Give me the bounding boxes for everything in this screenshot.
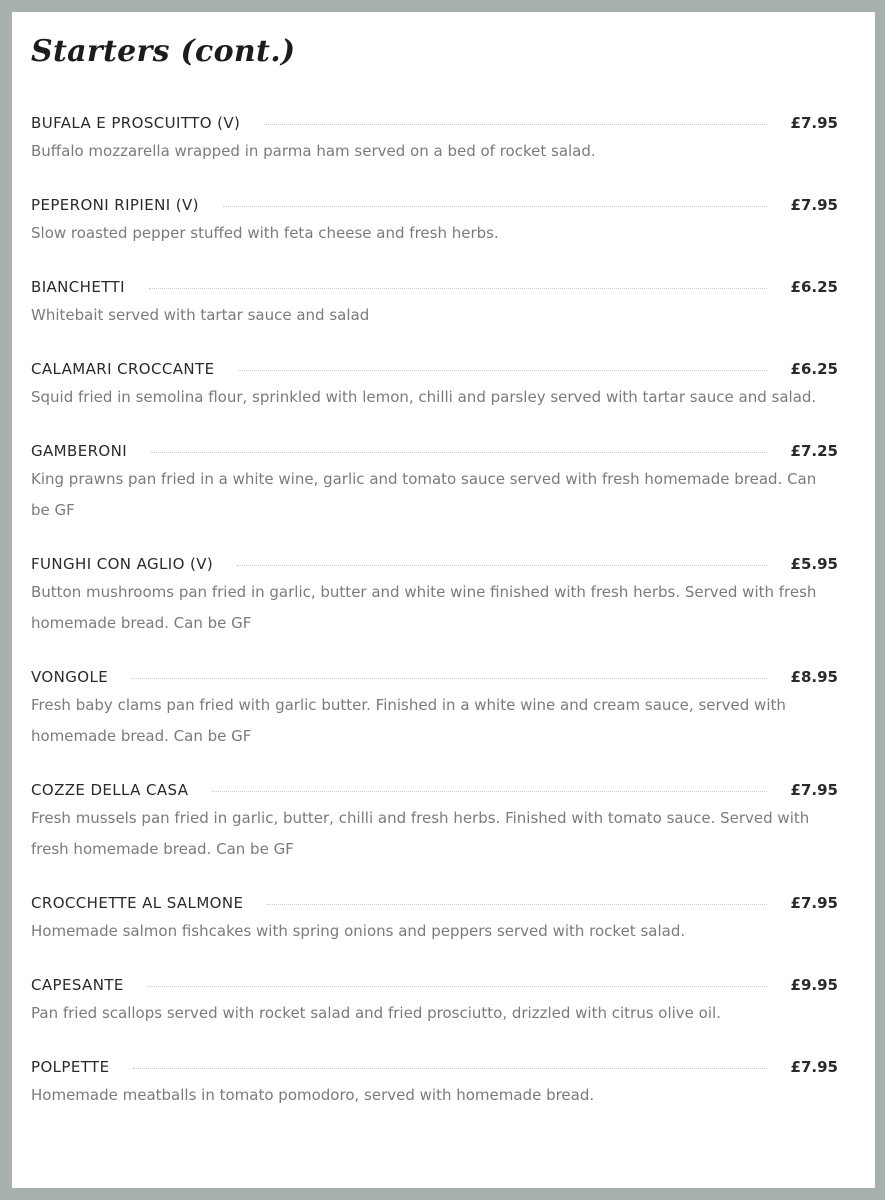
menu-item-description: Slow roasted pepper stuffed with feta cheese and fresh herbs. — [31, 224, 499, 242]
menu-item-name: BIANCHETTI — [31, 278, 125, 296]
menu-item-header — [31, 276, 838, 298]
menu-item — [31, 974, 838, 1029]
menu-item-price: £7.95 — [790, 114, 838, 132]
menu-item-description: Squid fried in semolina flour, sprinkled with lemon, chilli and parsley served with tartar sauce and salad. — [31, 388, 817, 406]
menu-item-header — [31, 440, 838, 462]
menu-item-name: VONGOLE — [31, 668, 109, 686]
menu-item-description: Fresh baby clams pan fried with garlic butter. Finished in a white wine and cream sauce, served with homemade bread. Can be GF — [31, 696, 786, 745]
menu-item-description: Homemade meatballs in tomato pomodoro, served with homemade bread. — [31, 1086, 595, 1104]
menu-item-header — [31, 194, 838, 216]
menu-item-name: PEPERONI RIPIENI (V) — [31, 196, 199, 214]
menu-item-description: Fresh mussels pan fried in garlic, butter, chilli and fresh herbs. Finished with tomato sauce. Served with fresh homemade bread. Can be GF — [31, 809, 810, 858]
menu-item-price: £5.95 — [790, 555, 838, 573]
dotted-leader — [223, 206, 767, 207]
menu-item-name: POLPETTE — [31, 1058, 110, 1076]
dotted-leader — [151, 452, 766, 453]
menu-item-price: £6.25 — [790, 278, 838, 296]
menu-item-header — [31, 112, 838, 134]
menu-item-price: £6.25 — [790, 360, 838, 378]
dotted-leader — [267, 904, 766, 905]
menu-item — [31, 892, 838, 947]
menu-item — [31, 358, 838, 413]
dotted-leader — [237, 565, 766, 566]
menu-item — [31, 666, 838, 752]
menu-item-name: CAPESANTE — [31, 976, 124, 994]
menu-item-description: Pan fried scallops served with rocket salad and fried prosciutto, drizzled with citrus olive oil. — [31, 1004, 721, 1022]
menu-item — [31, 779, 838, 865]
dotted-leader — [133, 1068, 766, 1069]
menu-card — [12, 12, 875, 1188]
menu-item-header — [31, 666, 838, 688]
menu-item-price: £7.95 — [790, 196, 838, 214]
dotted-leader — [149, 288, 767, 289]
menu-item-header — [31, 779, 838, 801]
menu-item-name: CALAMARI CROCCANTE — [31, 360, 215, 378]
menu-item — [31, 112, 838, 167]
menu-item-price: £7.95 — [790, 781, 838, 799]
menu-item-name: FUNGHI CON AGLIO (V) — [31, 555, 214, 573]
menu-item-price: £7.95 — [790, 894, 838, 912]
menu-item-header — [31, 553, 838, 575]
menu-item-header — [31, 974, 838, 996]
menu-item-price: £7.25 — [790, 442, 838, 460]
menu-list — [31, 112, 838, 1138]
menu-item-name: COZZE DELLA CASA — [31, 781, 189, 799]
menu-item-description: Buffalo mozzarella wrapped in parma ham served on a bed of rocket salad. — [31, 142, 596, 160]
menu-item-name: BUFALA E PROSCUITTO (V) — [31, 114, 241, 132]
menu-item — [31, 1056, 838, 1111]
menu-item-description: Button mushrooms pan fried in garlic, butter and white wine finished with fresh herbs. Served with fresh homemade bread. Can be GF — [31, 583, 817, 632]
page-title: Starters (cont.) — [31, 34, 296, 69]
menu-item-header — [31, 892, 838, 914]
menu-item-description: Homemade salmon fishcakes with spring onions and peppers served with rocket salad. — [31, 922, 686, 940]
dotted-leader — [239, 370, 767, 371]
menu-item-description: Whitebait served with tartar sauce and salad — [31, 306, 370, 324]
dotted-leader — [148, 986, 767, 987]
dotted-leader — [264, 124, 766, 125]
dotted-leader — [132, 678, 766, 679]
dotted-leader — [212, 791, 766, 792]
menu-item — [31, 194, 838, 249]
menu-item-price: £7.95 — [790, 1058, 838, 1076]
menu-item-price: £9.95 — [790, 976, 838, 994]
menu-item — [31, 276, 838, 331]
menu-item-header — [31, 1056, 838, 1078]
menu-item-name: GAMBERONI — [31, 442, 128, 460]
menu-item — [31, 440, 838, 526]
menu-item-name: CROCCHETTE AL SALMONE — [31, 894, 244, 912]
menu-item-description: King prawns pan fried in a white wine, garlic and tomato sauce served with fresh homemade bread. Can be GF — [31, 470, 817, 519]
menu-item-header — [31, 358, 838, 380]
menu-item-price: £8.95 — [790, 668, 838, 686]
menu-item — [31, 553, 838, 639]
